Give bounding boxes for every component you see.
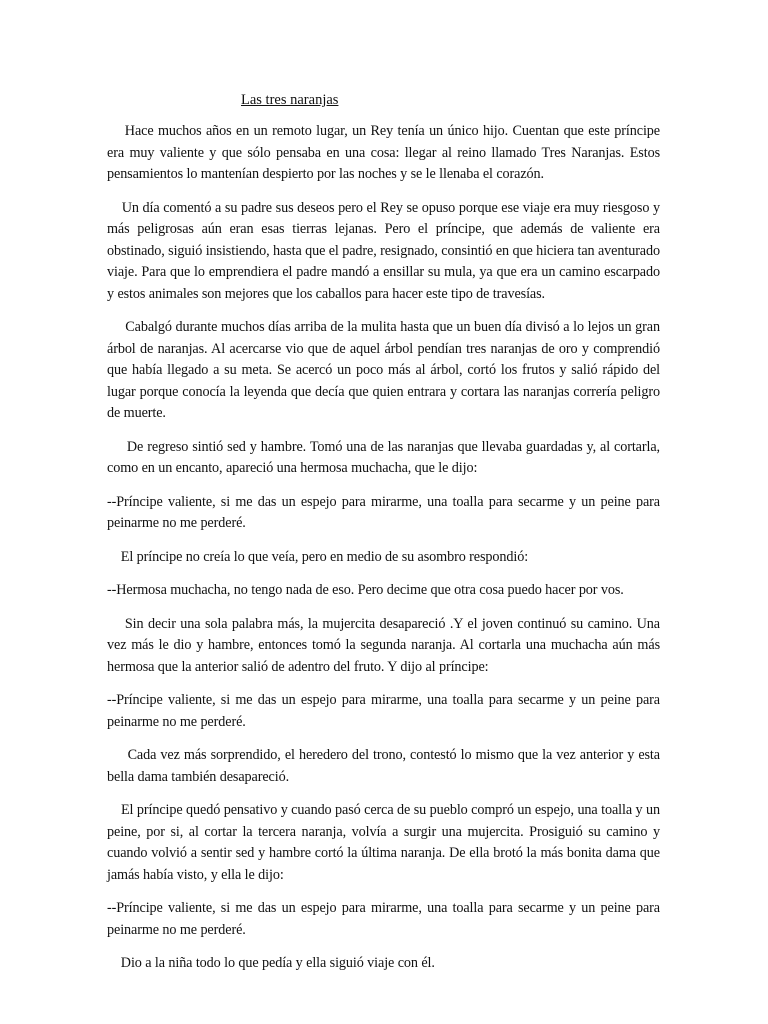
paragraph-10: Cada vez más sorprendido, el heredero del trono, contestó lo mismo que la vez anterior y esta bella dama también desapareció. [107, 747, 664, 785]
paragraph-11: El príncipe quedó pensativo y cuando pasó cerca de su pueblo compró un espejo, una toalla y un peine, por si, al cortar la tercera naranja, volvía a surgir una mujercita. Prosiguió su camino y cuando volvió a sentir sed y hambre cortó la última naranja. De ella brotó la más bonita dama que jamás había visto, y ella le dijo: [107, 802, 664, 883]
paragraph-8: Sin decir una sola palabra más, la mujercita desapareció .Y el joven continuó su camino. Una vez más le dio y hambre, entonces tomó la segunda naranja. Al cortarla una muchacha aún más hermosa que la anterior salió de adentro del fruto. Y dijo al príncipe: [107, 615, 664, 675]
paragraph-2: Un día comentó a su padre sus deseos pero el Rey se opuso porque ese viaje era muy riesgoso y más peligrosas aún eran esas tierras lejanas. Pero el príncipe, que además de valiente era obstinado, siguió insistiendo, hasta que el padre, resignado, consintió en que hiciera tan aventurado viaje. Para que lo emprendiera el padre mandó a ensillar su mula, ya que era un camino escarpado y estos animales son mejores que los caballos para hacer este tipo de travesías. [107, 199, 664, 302]
paragraph-5: --Príncipe valiente, si me das un espejo para mirarme, una toalla para secarme y un peine para peinarme no me perderé. [107, 493, 664, 531]
document-title: Las tres naranjas [241, 92, 339, 108]
paragraph-13: Dio a la niña todo lo que pedía y ella siguió viaje con él. [107, 955, 435, 971]
paragraph-9: --Príncipe valiente, si me das un espejo para mirarme, una toalla para secarme y un peine para peinarme no me perderé. [107, 692, 664, 730]
paragraph-7: --Hermosa muchacha, no tengo nada de eso. Pero decime que otra cosa puedo hacer por vos. [107, 582, 624, 598]
paragraph-3: Cabalgó durante muchos días arriba de la mulita hasta que un buen día divisó a lo lejos un gran árbol de naranjas. Al acercarse vio que de aquel árbol pendían tres naranjas de oro y comprendió que había llegado a su meta. Se acercó un poco más al árbol, cortó los frutos y salió rápido del lugar porque conocía la leyenda que decía que quien entrara y cortara las naranjas correría peligro de muerte. [107, 319, 664, 421]
paragraph-1: Hace muchos años en un remoto lugar, un Rey tenía un único hijo. Cuentan que este príncipe era muy valiente y que sólo pensaba en una cosa: llegar al reino llamado Tres Naranjas. Estos pensamientos lo mantenían despierto por las noches y se le llenaba el corazón. [107, 123, 664, 182]
paragraph-4: De regreso sintió sed y hambre. Tomó una de las naranjas que llevaba guardadas y, al cortarla, como en un encanto, apareció una hermosa muchacha, que le dijo: [107, 438, 664, 476]
document-body [107, 121, 664, 975]
paragraph-12: --Príncipe valiente, si me das un espejo para mirarme, una toalla para secarme y un peine para peinarme no me perderé. [107, 900, 664, 938]
paragraph-6: El príncipe no creía lo que veía, pero en medio de su asombro respondió: [107, 548, 529, 565]
